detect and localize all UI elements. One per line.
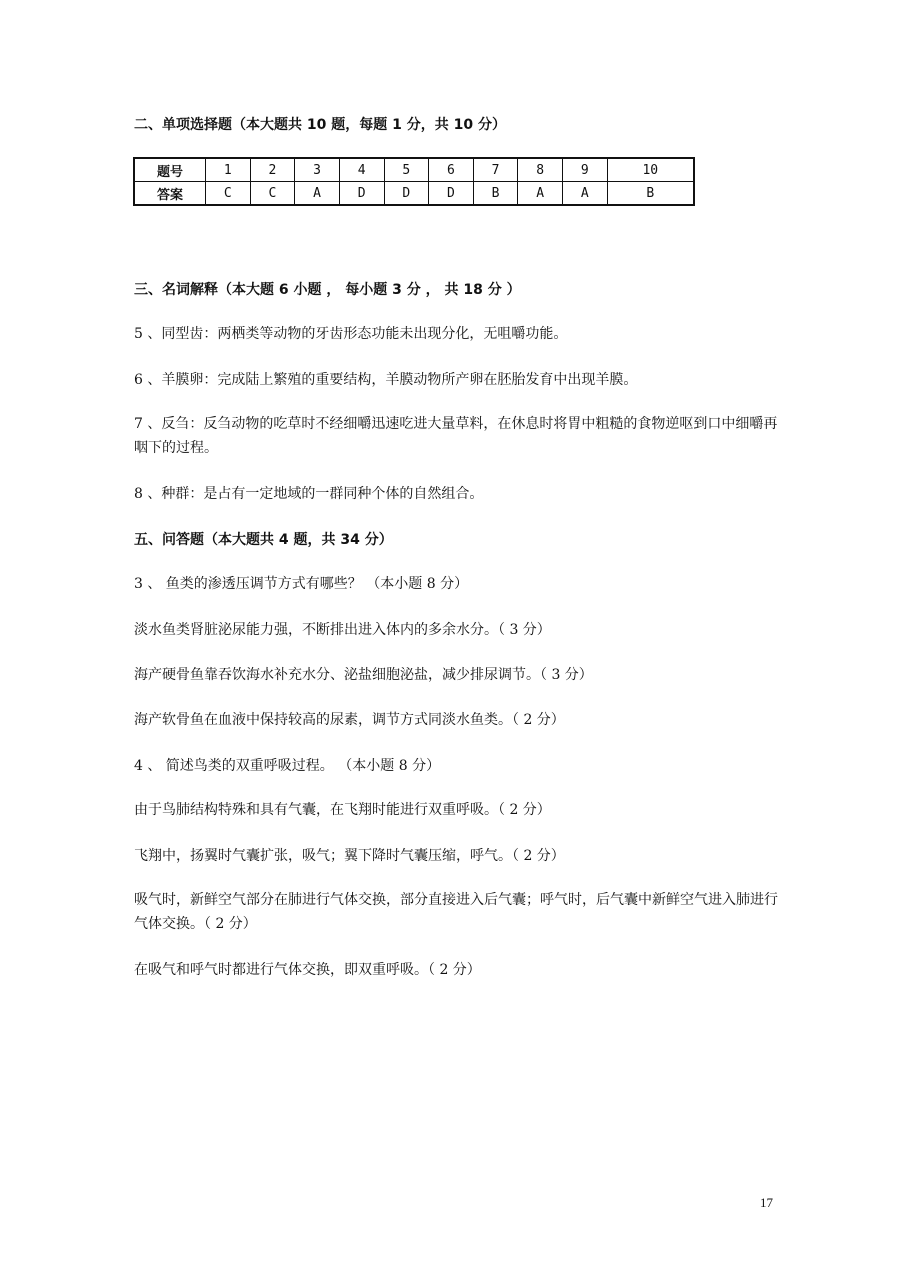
answer-table	[133, 157, 695, 206]
answer-line: 在吸气和呼气时都进行气体交换，即双重呼吸。（ 2 分）	[134, 962, 481, 978]
table-cell: 8	[518, 158, 563, 182]
table-cell: 4	[339, 158, 384, 182]
table-cell: 7	[473, 158, 518, 182]
answer-line: 吸气时，新鲜空气部分在肺进行气体交换，部分直接进入后气囊；呼气时，后气囊中新鲜空气进入肺进行气体交换。（ 2 分）	[134, 892, 778, 932]
table-row-answers	[134, 182, 694, 206]
answer-line: 飞翔中，扬翼时气囊扩张，吸气；翼下降时气囊压缩，呼气。（ 2 分）	[134, 848, 565, 864]
page-number: 17	[760, 1195, 773, 1210]
answer-line: 海产软骨鱼在血液中保持较高的尿素，调节方式同淡水鱼类。（ 2 分）	[134, 712, 565, 728]
table-row-numbers	[134, 158, 694, 182]
table-cell: 1	[206, 158, 251, 182]
term-definition: 7 、反刍：反刍动物的吃草时不经细嚼迅速吃进大量草料，在休息时将胃中粗糙的食物逆呕到口中细嚼再咽下的过程。	[134, 416, 778, 456]
answer-line: 淡水鱼类肾脏泌尿能力强，不断排出进入体内的多余水分。（ 3 分）	[134, 622, 551, 638]
table-cell: B	[607, 182, 694, 206]
table-cell: A	[518, 182, 563, 206]
question-4: 4 、 简述鸟类的双重呼吸过程。 （本小题 8 分）	[134, 758, 441, 774]
table-cell: A	[295, 182, 340, 206]
table-cell: A	[563, 182, 608, 206]
table-cell: D	[384, 182, 429, 206]
section5-title: 五、问答题（本大题共 4 题，共 34 分）	[134, 532, 393, 548]
table-cell: B	[473, 182, 518, 206]
term-definition: 6 、羊膜卵：完成陆上繁殖的重要结构，羊膜动物所产卵在胚胎发育中出现羊膜。	[134, 372, 638, 388]
table-cell: 10	[607, 158, 694, 182]
section2-title: 二、单项选择题（本大题共 10 题，每题 1 分，共 10 分）	[134, 117, 506, 133]
answer-line: 海产硬骨鱼靠吞饮海水补充水分、泌盐细胞泌盐，减少排尿调节。（ 3 分）	[134, 667, 593, 683]
table-cell: 6	[429, 158, 474, 182]
term-definition: 5 、同型齿：两栖类等动物的牙齿形态功能未出现分化，无咀嚼功能。	[134, 326, 568, 342]
row-label-answer: 答案	[134, 182, 206, 206]
section3-title: 三、名词解释（本大题 6 小题 ， 每小题 3 分 ， 共 18 分 ）	[134, 282, 521, 298]
table-cell: D	[429, 182, 474, 206]
table-cell: 3	[295, 158, 340, 182]
table-cell: 2	[250, 158, 295, 182]
table-cell: 5	[384, 158, 429, 182]
row-label-number: 题号	[134, 158, 206, 182]
table-cell: D	[339, 182, 384, 206]
question-3: 3 、 鱼类的渗透压调节方式有哪些？ （本小题 8 分）	[134, 576, 469, 592]
table-cell: C	[250, 182, 295, 206]
term-definition: 8 、种群：是占有一定地域的一群同种个体的自然组合。	[134, 486, 484, 502]
table-cell: C	[206, 182, 251, 206]
table-cell: 9	[563, 158, 608, 182]
answer-line: 由于鸟肺结构特殊和具有气囊，在飞翔时能进行双重呼吸。（ 2 分）	[134, 802, 551, 818]
